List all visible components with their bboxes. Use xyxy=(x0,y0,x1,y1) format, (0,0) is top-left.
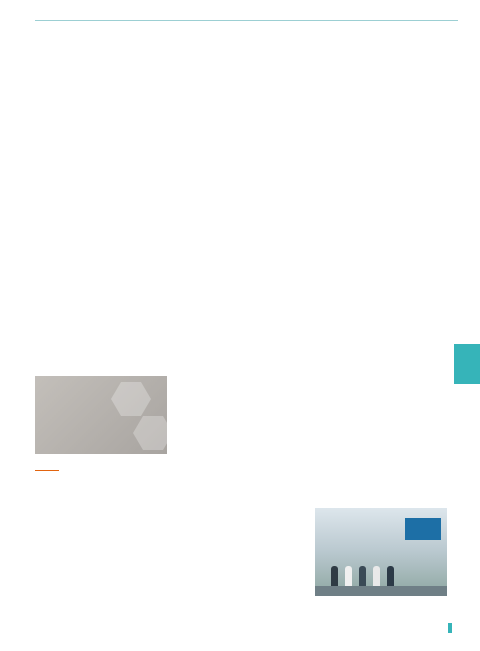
column-2 xyxy=(175,28,307,603)
photo-table xyxy=(315,586,447,596)
hexagon-decoration xyxy=(133,416,167,450)
photo-person xyxy=(331,566,338,588)
photo-person xyxy=(373,566,380,588)
column-3 xyxy=(315,28,447,338)
section-title-decoration xyxy=(35,470,59,471)
column-1 xyxy=(35,28,167,358)
hexagon-decoration xyxy=(111,382,151,416)
photo-person xyxy=(345,566,352,588)
photo-person xyxy=(387,566,394,588)
article-photo xyxy=(315,508,447,596)
photo-screen xyxy=(405,518,441,540)
photo-person xyxy=(359,566,366,588)
section-banner xyxy=(35,376,167,454)
header-rule xyxy=(35,20,458,21)
section-side-tab xyxy=(454,344,480,384)
column-1-lower xyxy=(35,480,167,610)
footer-accent-bar xyxy=(448,623,452,633)
